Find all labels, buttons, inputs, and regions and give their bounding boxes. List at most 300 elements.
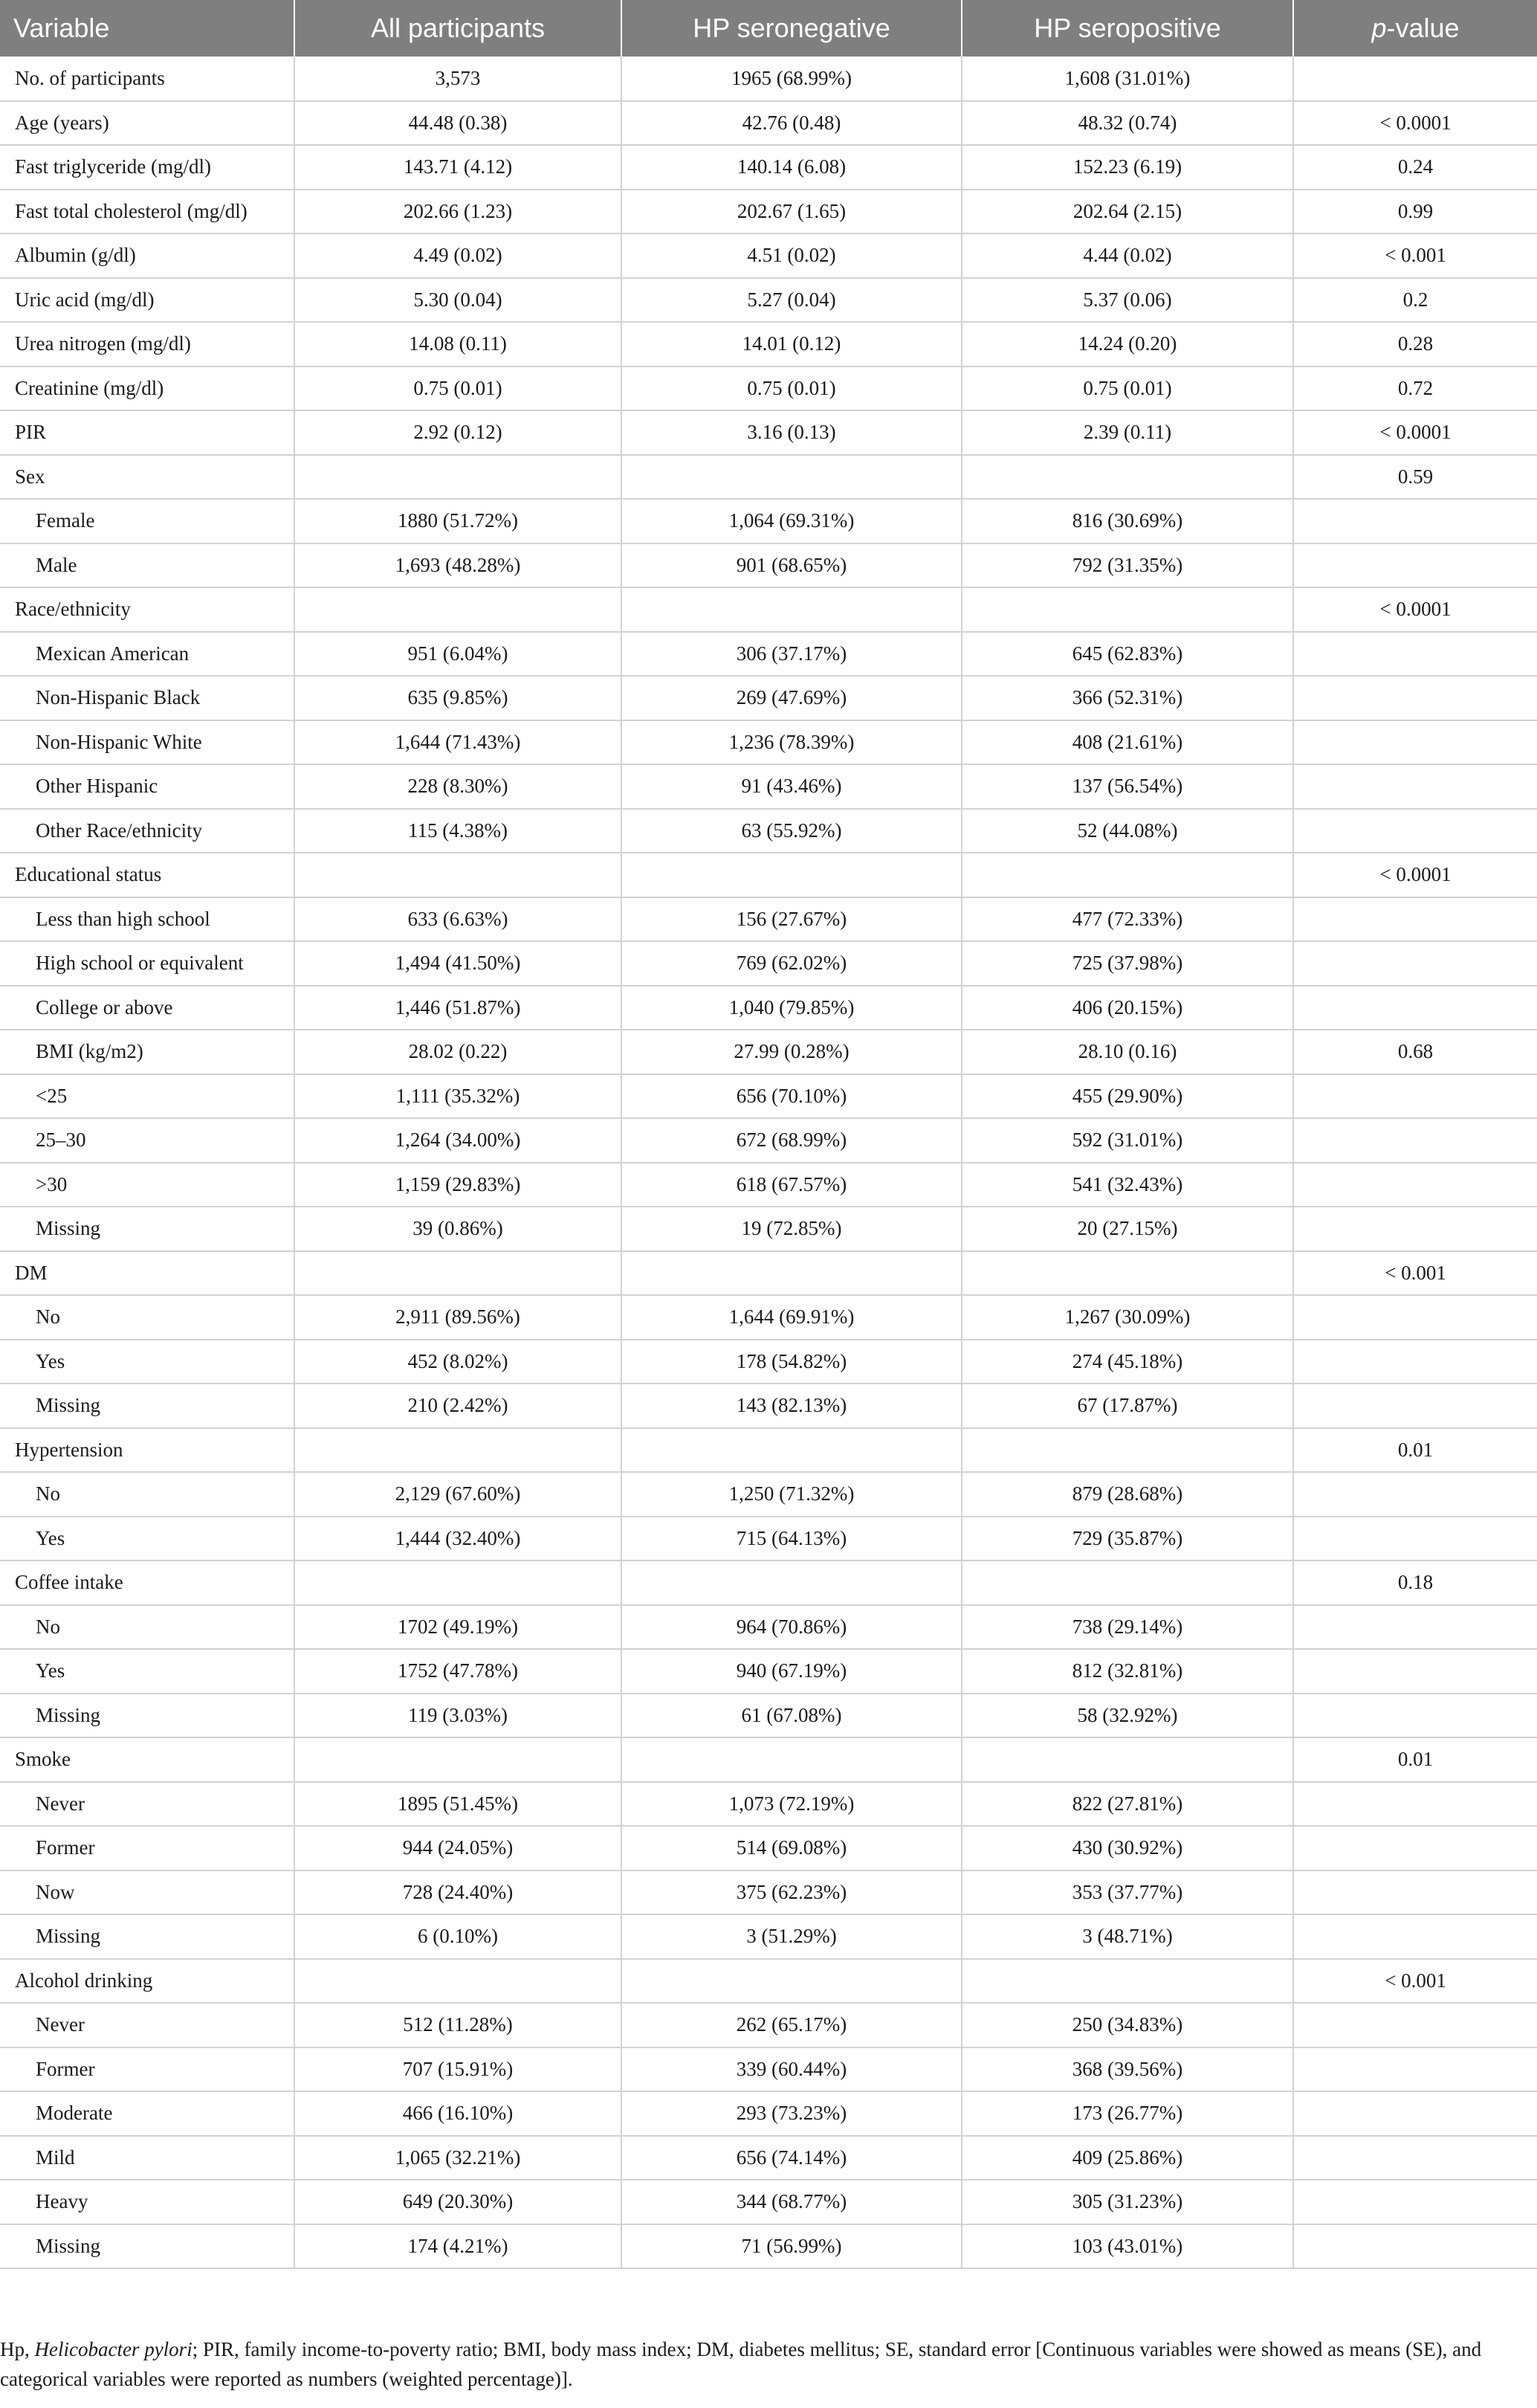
- table-row: [0, 1517, 1537, 1561]
- cell-hp-seropositive: 645 (62.83%): [962, 632, 1293, 677]
- table-row: [0, 676, 1537, 720]
- cell-all-participants: 2,911 (89.56%): [294, 1295, 621, 1340]
- cell-p-value: [1293, 941, 1537, 986]
- cell-hp-seropositive: 477 (72.33%): [962, 897, 1293, 942]
- cell-variable: Age (years): [0, 101, 294, 146]
- cell-p-value: [1293, 1295, 1537, 1340]
- cell-all-participants: 0.75 (0.01): [294, 367, 621, 411]
- table-row: [0, 1118, 1537, 1163]
- table-row: [0, 499, 1537, 543]
- header-p-letter: p: [1371, 13, 1387, 43]
- cell-hp-seronegative: 1,040 (79.85%): [621, 986, 962, 1030]
- cell-variable: >30: [0, 1163, 294, 1207]
- cell-variable: <25: [0, 1074, 294, 1119]
- cell-all-participants: 119 (3.03%): [294, 1694, 621, 1738]
- cell-hp-seropositive: 14.24 (0.20): [962, 322, 1293, 367]
- table-row: [0, 57, 1537, 101]
- table-row: [0, 1694, 1537, 1738]
- table-row: [0, 2047, 1537, 2092]
- cell-variable: Urea nitrogen (mg/dl): [0, 322, 294, 367]
- cell-hp-seronegative: 3.16 (0.13): [621, 410, 962, 455]
- cell-p-value: 0.99: [1293, 190, 1537, 234]
- table-row: [0, 2180, 1537, 2224]
- table-header: [0, 0, 1537, 57]
- cell-p-value: 0.28: [1293, 322, 1537, 367]
- table-row: [0, 278, 1537, 323]
- cell-hp-seropositive: 408 (21.61%): [962, 720, 1293, 765]
- table-footnote: [0, 2334, 1531, 2394]
- cell-hp-seronegative: [621, 1959, 962, 2004]
- cell-variable: Heavy: [0, 2180, 294, 2224]
- cell-all-participants: 452 (8.02%): [294, 1340, 621, 1384]
- table-row: [0, 1959, 1537, 2004]
- cell-hp-seropositive: 1,267 (30.09%): [962, 1295, 1293, 1340]
- cell-all-participants: 4.49 (0.02): [294, 233, 621, 278]
- cell-all-participants: 3,573: [294, 57, 621, 101]
- cell-variable: Non-Hispanic White: [0, 720, 294, 765]
- cell-variable: Race/ethnicity: [0, 587, 294, 632]
- cell-hp-seropositive: 4.44 (0.02): [962, 233, 1293, 278]
- cell-variable: PIR: [0, 410, 294, 455]
- cell-hp-seronegative: 3 (51.29%): [621, 1914, 962, 1959]
- cell-hp-seronegative: 769 (62.02%): [621, 941, 962, 986]
- cell-hp-seropositive: 202.64 (2.15): [962, 190, 1293, 234]
- cell-hp-seronegative: 672 (68.99%): [621, 1118, 962, 1163]
- cell-hp-seropositive: 368 (39.56%): [962, 2047, 1293, 2092]
- cell-variable: Missing: [0, 2224, 294, 2269]
- cell-p-value: [1293, 676, 1537, 720]
- cell-p-value: [1293, 2136, 1537, 2181]
- cell-variable: Mexican American: [0, 632, 294, 677]
- cell-hp-seropositive: [962, 1560, 1293, 1605]
- table-row: [0, 1163, 1537, 1207]
- cell-variable: Albumin (g/dl): [0, 233, 294, 278]
- cell-hp-seronegative: 375 (62.23%): [621, 1870, 962, 1915]
- cell-p-value: < 0.001: [1293, 1251, 1537, 1296]
- cell-hp-seropositive: 48.32 (0.74): [962, 101, 1293, 146]
- cell-variable: Now: [0, 1870, 294, 1915]
- cell-hp-seronegative: [621, 853, 962, 897]
- table-row: [0, 1428, 1537, 1473]
- cell-variable: Former: [0, 2047, 294, 2092]
- cell-p-value: [1293, 986, 1537, 1030]
- cell-all-participants: 1,494 (41.50%): [294, 941, 621, 986]
- cell-variable: Non-Hispanic Black: [0, 676, 294, 720]
- cell-hp-seropositive: 366 (52.31%): [962, 676, 1293, 720]
- cell-hp-seronegative: 269 (47.69%): [621, 676, 962, 720]
- cell-hp-seropositive: 822 (27.81%): [962, 1782, 1293, 1827]
- table-row: [0, 897, 1537, 942]
- table-row: [0, 2003, 1537, 2047]
- cell-p-value: [1293, 1163, 1537, 1207]
- cell-all-participants: 728 (24.40%): [294, 1870, 621, 1915]
- cell-all-participants: 707 (15.91%): [294, 2047, 621, 2092]
- cell-hp-seronegative: [621, 455, 962, 500]
- header-p-suffix: -value: [1386, 13, 1460, 43]
- cell-hp-seropositive: 152.23 (6.19): [962, 145, 1293, 190]
- table-row: [0, 410, 1537, 455]
- cell-hp-seropositive: 3 (48.71%): [962, 1914, 1293, 1959]
- cell-all-participants: 39 (0.86%): [294, 1207, 621, 1251]
- cell-variable: Male: [0, 543, 294, 588]
- cell-hp-seronegative: [621, 587, 962, 632]
- cell-hp-seropositive: 592 (31.01%): [962, 1118, 1293, 1163]
- cell-hp-seronegative: 306 (37.17%): [621, 632, 962, 677]
- footnote-rest: ; PIR, family income-to-poverty ratio; BMI, body mass index; DM, diabetes mellitus; SE, standard error [Continuous variables were showed as means (SE), and categorical variables were reported as numbers (weighted percentage)].: [0, 2338, 1482, 2390]
- table-row: [0, 587, 1537, 632]
- cell-variable: Less than high school: [0, 897, 294, 942]
- cell-variable: 25–30: [0, 1118, 294, 1163]
- cell-hp-seropositive: 28.10 (0.16): [962, 1030, 1293, 1074]
- cell-all-participants: 228 (8.30%): [294, 764, 621, 809]
- cell-hp-seronegative: 61 (67.08%): [621, 1694, 962, 1738]
- cell-hp-seropositive: [962, 1959, 1293, 2004]
- cell-variable: Other Hispanic: [0, 764, 294, 809]
- cell-hp-seropositive: 52 (44.08%): [962, 809, 1293, 853]
- cell-hp-seropositive: 58 (32.92%): [962, 1694, 1293, 1738]
- cell-hp-seropositive: 792 (31.35%): [962, 543, 1293, 588]
- cell-variable: Missing: [0, 1694, 294, 1738]
- cell-hp-seronegative: 71 (56.99%): [621, 2224, 962, 2269]
- cell-hp-seropositive: 738 (29.14%): [962, 1605, 1293, 1650]
- cell-hp-seronegative: 940 (67.19%): [621, 1649, 962, 1694]
- cell-p-value: < 0.0001: [1293, 101, 1537, 146]
- cell-variable: Mild: [0, 2136, 294, 2181]
- cell-variable: No: [0, 1472, 294, 1517]
- cell-hp-seropositive: 250 (34.83%): [962, 2003, 1293, 2047]
- cell-p-value: [1293, 1472, 1537, 1517]
- cell-all-participants: 210 (2.42%): [294, 1384, 621, 1428]
- cell-hp-seronegative: 202.67 (1.65): [621, 190, 962, 234]
- cell-all-participants: 1702 (49.19%): [294, 1605, 621, 1650]
- cell-all-participants: 2,129 (67.60%): [294, 1472, 621, 1517]
- cell-hp-seropositive: [962, 455, 1293, 500]
- cell-hp-seronegative: 1965 (68.99%): [621, 57, 962, 101]
- table-row: [0, 941, 1537, 986]
- cell-variable: No: [0, 1295, 294, 1340]
- cell-variable: Missing: [0, 1207, 294, 1251]
- table-row: [0, 1074, 1537, 1119]
- cell-p-value: 0.2: [1293, 278, 1537, 323]
- cell-hp-seropositive: 725 (37.98%): [962, 941, 1293, 986]
- cell-variable: Sex: [0, 455, 294, 500]
- cell-p-value: [1293, 1782, 1537, 1827]
- cell-p-value: < 0.001: [1293, 1959, 1537, 2004]
- cell-hp-seronegative: 156 (27.67%): [621, 897, 962, 942]
- cell-p-value: [1293, 543, 1537, 588]
- cell-p-value: 0.01: [1293, 1737, 1537, 1782]
- cell-p-value: [1293, 1649, 1537, 1694]
- table-row: [0, 1340, 1537, 1384]
- footnote-lead: Hp,: [0, 2338, 35, 2360]
- cell-hp-seronegative: 618 (67.57%): [621, 1163, 962, 1207]
- cell-all-participants: 1,644 (71.43%): [294, 720, 621, 765]
- table-row: [0, 809, 1537, 853]
- cell-hp-seropositive: 274 (45.18%): [962, 1340, 1293, 1384]
- cell-all-participants: 944 (24.05%): [294, 1826, 621, 1870]
- cell-variable: Alcohol drinking: [0, 1959, 294, 2004]
- cell-variable: Educational status: [0, 853, 294, 897]
- cell-all-participants: [294, 1251, 621, 1296]
- cell-variable: Smoke: [0, 1737, 294, 1782]
- cell-variable: Yes: [0, 1340, 294, 1384]
- cell-hp-seropositive: 5.37 (0.06): [962, 278, 1293, 323]
- cell-p-value: [1293, 2003, 1537, 2047]
- cell-p-value: 0.18: [1293, 1560, 1537, 1605]
- cell-variable: Fast total cholesterol (mg/dl): [0, 190, 294, 234]
- cell-all-participants: 28.02 (0.22): [294, 1030, 621, 1074]
- cell-hp-seronegative: [621, 1251, 962, 1296]
- cell-p-value: [1293, 499, 1537, 543]
- cell-hp-seronegative: 514 (69.08%): [621, 1826, 962, 1870]
- cell-hp-seronegative: 656 (74.14%): [621, 2136, 962, 2181]
- cell-hp-seropositive: 541 (32.43%): [962, 1163, 1293, 1207]
- cell-variable: Hypertension: [0, 1428, 294, 1473]
- header-p-value: [1293, 0, 1537, 57]
- cell-hp-seronegative: [621, 1737, 962, 1782]
- table-row: [0, 367, 1537, 411]
- table-row: [0, 720, 1537, 765]
- cell-hp-seronegative: 27.99 (0.28%): [621, 1030, 962, 1074]
- table-row: [0, 1737, 1537, 1782]
- table-row: [0, 1472, 1537, 1517]
- table-row: [0, 1295, 1537, 1340]
- table-row: [0, 1207, 1537, 1251]
- cell-hp-seronegative: 901 (68.65%): [621, 543, 962, 588]
- cell-all-participants: 1,159 (29.83%): [294, 1163, 621, 1207]
- cell-variable: Missing: [0, 1384, 294, 1428]
- cell-hp-seropositive: 406 (20.15%): [962, 986, 1293, 1030]
- cell-all-participants: 1,444 (32.40%): [294, 1517, 621, 1561]
- cell-hp-seronegative: 63 (55.92%): [621, 809, 962, 853]
- cell-hp-seropositive: 353 (37.77%): [962, 1870, 1293, 1915]
- table-row: [0, 986, 1537, 1030]
- table-row: [0, 632, 1537, 677]
- cell-hp-seronegative: 1,644 (69.91%): [621, 1295, 962, 1340]
- cell-hp-seropositive: 20 (27.15%): [962, 1207, 1293, 1251]
- cell-hp-seronegative: 339 (60.44%): [621, 2047, 962, 2092]
- table-row: [0, 1251, 1537, 1296]
- cell-variable: Fast triglyceride (mg/dl): [0, 145, 294, 190]
- cell-all-participants: 633 (6.63%): [294, 897, 621, 942]
- cell-hp-seronegative: 656 (70.10%): [621, 1074, 962, 1119]
- cell-p-value: [1293, 1517, 1537, 1561]
- cell-all-participants: 1,264 (34.00%): [294, 1118, 621, 1163]
- cell-hp-seropositive: [962, 1737, 1293, 1782]
- cell-all-participants: [294, 1737, 621, 1782]
- table-row: [0, 2091, 1537, 2136]
- cell-variable: Moderate: [0, 2091, 294, 2136]
- cell-all-participants: [294, 587, 621, 632]
- cell-p-value: [1293, 2047, 1537, 2092]
- table-row: [0, 764, 1537, 809]
- table-row: [0, 145, 1537, 190]
- cell-p-value: [1293, 1118, 1537, 1163]
- cell-variable: Former: [0, 1826, 294, 1870]
- cell-hp-seronegative: 964 (70.86%): [621, 1605, 962, 1650]
- table-row: [0, 101, 1537, 146]
- cell-hp-seropositive: 729 (35.87%): [962, 1517, 1293, 1561]
- cell-variable: College or above: [0, 986, 294, 1030]
- cell-p-value: [1293, 2224, 1537, 2269]
- cell-hp-seropositive: [962, 853, 1293, 897]
- cell-hp-seronegative: 1,073 (72.19%): [621, 1782, 962, 1827]
- table-row: [0, 1384, 1537, 1428]
- cell-hp-seronegative: [621, 1560, 962, 1605]
- cell-p-value: [1293, 720, 1537, 765]
- cell-p-value: [1293, 1914, 1537, 1959]
- cell-hp-seronegative: 1,250 (71.32%): [621, 1472, 962, 1517]
- cell-variable: Creatinine (mg/dl): [0, 367, 294, 411]
- cell-hp-seronegative: 178 (54.82%): [621, 1340, 962, 1384]
- cell-p-value: < 0.0001: [1293, 410, 1537, 455]
- cell-p-value: < 0.0001: [1293, 853, 1537, 897]
- cell-p-value: 0.59: [1293, 455, 1537, 500]
- cell-all-participants: 512 (11.28%): [294, 2003, 621, 2047]
- cell-p-value: [1293, 1074, 1537, 1119]
- table-row: [0, 455, 1537, 500]
- cell-variable: High school or equivalent: [0, 941, 294, 986]
- cell-hp-seropositive: 1,608 (31.01%): [962, 57, 1293, 101]
- cell-p-value: [1293, 1870, 1537, 1915]
- cell-variable: Female: [0, 499, 294, 543]
- cell-hp-seropositive: 67 (17.87%): [962, 1384, 1293, 1428]
- cell-all-participants: 6 (0.10%): [294, 1914, 621, 1959]
- cell-variable: Other Race/ethnicity: [0, 809, 294, 853]
- cell-variable: Uric acid (mg/dl): [0, 278, 294, 323]
- cell-all-participants: 1,446 (51.87%): [294, 986, 621, 1030]
- cell-all-participants: 1752 (47.78%): [294, 1649, 621, 1694]
- cell-all-participants: 1,111 (35.32%): [294, 1074, 621, 1119]
- cell-all-participants: 1,065 (32.21%): [294, 2136, 621, 2181]
- cell-all-participants: 951 (6.04%): [294, 632, 621, 677]
- cell-hp-seronegative: 293 (73.23%): [621, 2091, 962, 2136]
- table-row: [0, 322, 1537, 367]
- cell-p-value: [1293, 1207, 1537, 1251]
- cell-all-participants: [294, 1959, 621, 2004]
- cell-all-participants: 202.66 (1.23): [294, 190, 621, 234]
- cell-all-participants: 2.92 (0.12): [294, 410, 621, 455]
- cell-p-value: [1293, 764, 1537, 809]
- cell-hp-seropositive: 137 (56.54%): [962, 764, 1293, 809]
- cell-all-participants: 1,693 (48.28%): [294, 543, 621, 588]
- header-variable: Variable: [0, 0, 294, 57]
- table-row: [0, 543, 1537, 588]
- cell-all-participants: [294, 455, 621, 500]
- cell-p-value: [1293, 1340, 1537, 1384]
- cell-hp-seronegative: 4.51 (0.02): [621, 233, 962, 278]
- cell-all-participants: 5.30 (0.04): [294, 278, 621, 323]
- footnote-organism: Helicobacter pylori: [34, 2338, 192, 2360]
- cell-all-participants: 1895 (51.45%): [294, 1782, 621, 1827]
- cell-all-participants: 1880 (51.72%): [294, 499, 621, 543]
- table-row: [0, 853, 1537, 897]
- cell-variable: Coffee intake: [0, 1560, 294, 1605]
- cell-hp-seronegative: 262 (65.17%): [621, 2003, 962, 2047]
- table-row: [0, 2224, 1537, 2269]
- cell-all-participants: 44.48 (0.38): [294, 101, 621, 146]
- table-row: [0, 1826, 1537, 1870]
- cell-p-value: [1293, 1605, 1537, 1650]
- cell-variable: Never: [0, 1782, 294, 1827]
- cell-hp-seropositive: 173 (26.77%): [962, 2091, 1293, 2136]
- cell-hp-seropositive: 812 (32.81%): [962, 1649, 1293, 1694]
- cell-p-value: 0.72: [1293, 367, 1537, 411]
- header-hp-seropositive: HP seropositive: [962, 0, 1293, 57]
- cell-all-participants: 649 (20.30%): [294, 2180, 621, 2224]
- cell-hp-seronegative: 19 (72.85%): [621, 1207, 962, 1251]
- cell-variable: DM: [0, 1251, 294, 1296]
- cell-hp-seronegative: 42.76 (0.48): [621, 101, 962, 146]
- cell-hp-seropositive: [962, 1428, 1293, 1473]
- cell-hp-seronegative: 715 (64.13%): [621, 1517, 962, 1561]
- cell-hp-seronegative: 344 (68.77%): [621, 2180, 962, 2224]
- cell-all-participants: 14.08 (0.11): [294, 322, 621, 367]
- cell-all-participants: [294, 1428, 621, 1473]
- cell-p-value: [1293, 2091, 1537, 2136]
- cell-all-participants: 115 (4.38%): [294, 809, 621, 853]
- cell-p-value: [1293, 1694, 1537, 1738]
- table-row: [0, 1649, 1537, 1694]
- cell-hp-seronegative: 0.75 (0.01): [621, 367, 962, 411]
- table-row: [0, 1605, 1537, 1650]
- cell-p-value: [1293, 2180, 1537, 2224]
- cell-hp-seropositive: 409 (25.86%): [962, 2136, 1293, 2181]
- table-row: [0, 190, 1537, 234]
- cell-p-value: [1293, 1384, 1537, 1428]
- cell-all-participants: [294, 1560, 621, 1605]
- cell-p-value: < 0.001: [1293, 233, 1537, 278]
- cell-hp-seronegative: 5.27 (0.04): [621, 278, 962, 323]
- cell-hp-seronegative: [621, 1428, 962, 1473]
- cell-hp-seronegative: 1,064 (69.31%): [621, 499, 962, 543]
- cell-hp-seronegative: 140.14 (6.08): [621, 145, 962, 190]
- cell-hp-seropositive: 103 (43.01%): [962, 2224, 1293, 2269]
- cell-variable: No. of participants: [0, 57, 294, 101]
- cell-p-value: [1293, 809, 1537, 853]
- cell-hp-seropositive: 0.75 (0.01): [962, 367, 1293, 411]
- cell-p-value: 0.24: [1293, 145, 1537, 190]
- cell-hp-seropositive: 430 (30.92%): [962, 1826, 1293, 1870]
- cell-hp-seronegative: 91 (43.46%): [621, 764, 962, 809]
- cell-p-value: 0.68: [1293, 1030, 1537, 1074]
- cell-hp-seronegative: 14.01 (0.12): [621, 322, 962, 367]
- cell-variable: BMI (kg/m2): [0, 1030, 294, 1074]
- header-row: [0, 0, 1537, 57]
- cell-hp-seropositive: 305 (31.23%): [962, 2180, 1293, 2224]
- cell-all-participants: [294, 853, 621, 897]
- cell-hp-seropositive: 816 (30.69%): [962, 499, 1293, 543]
- cell-variable: Missing: [0, 1914, 294, 1959]
- table-body: [0, 57, 1537, 2268]
- cell-p-value: [1293, 632, 1537, 677]
- cell-hp-seronegative: 1,236 (78.39%): [621, 720, 962, 765]
- cell-all-participants: 143.71 (4.12): [294, 145, 621, 190]
- table-row: [0, 1870, 1537, 1915]
- cell-p-value: [1293, 897, 1537, 942]
- cell-hp-seronegative: 143 (82.13%): [621, 1384, 962, 1428]
- cell-all-participants: 466 (16.10%): [294, 2091, 621, 2136]
- cell-variable: Yes: [0, 1649, 294, 1694]
- cell-variable: No: [0, 1605, 294, 1650]
- cell-p-value: < 0.0001: [1293, 587, 1537, 632]
- cell-variable: Yes: [0, 1517, 294, 1561]
- table-row: [0, 1560, 1537, 1605]
- cell-variable: Never: [0, 2003, 294, 2047]
- header-all-participants: All participants: [294, 0, 621, 57]
- table-row: [0, 1030, 1537, 1074]
- cell-hp-seropositive: 2.39 (0.11): [962, 410, 1293, 455]
